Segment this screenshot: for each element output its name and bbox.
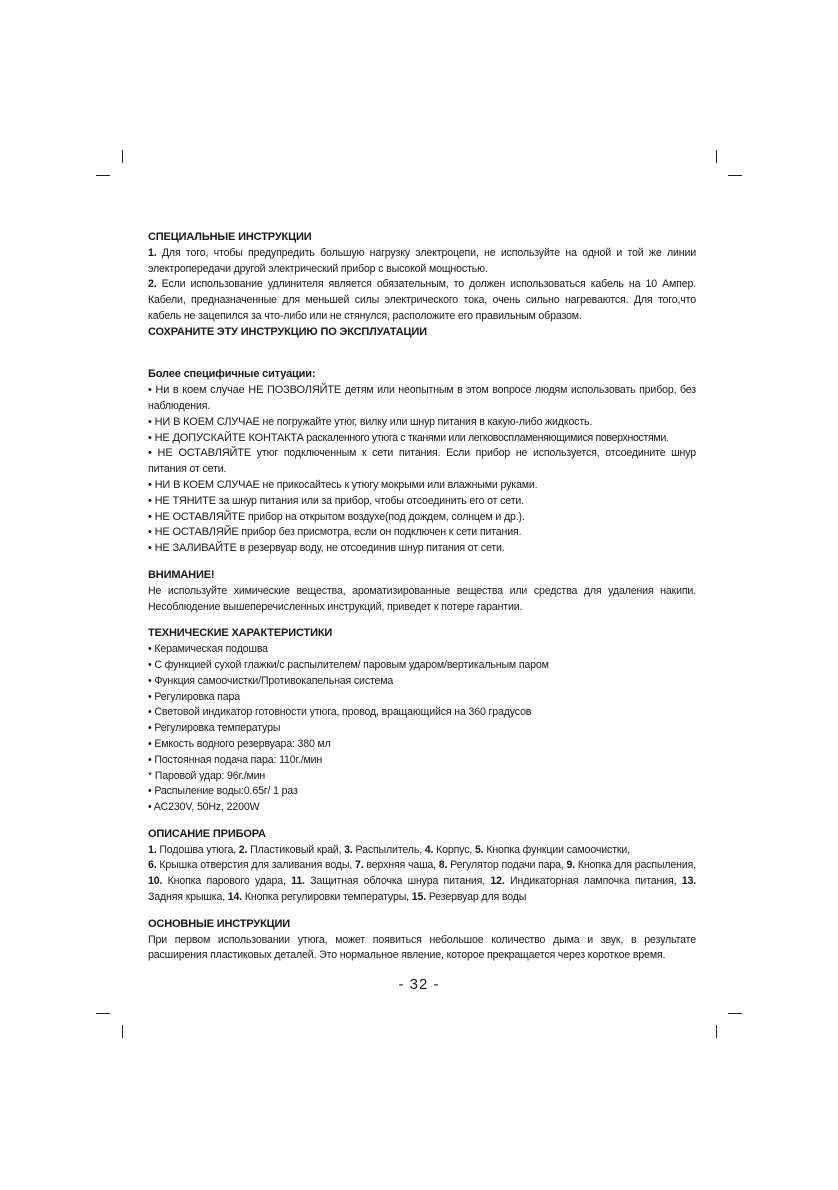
list-item: • Регулировка температуры [148, 722, 281, 735]
list-item: • Регулировка пара [148, 690, 240, 703]
part-name: Задняя крышка, [148, 891, 228, 904]
part-name: Кнопка функции самоочистки, [483, 843, 630, 856]
part-number: 2. [238, 843, 248, 856]
paragraph-number: 1. [148, 246, 157, 259]
warning-text: раскаленного утюга с тканями или легковоспламеняющимися поверхностями. [303, 431, 669, 444]
list-item: • С функцией сухой глажки/с распылителем/ паровым ударом/вертикальным паром [148, 658, 549, 671]
paragraph-text: Для того, чтобы предупредить большую нагрузку электроцепи, не используйте на одной и той же линии электропередачи другой электрический прибор с высокой мощностью. [148, 246, 696, 275]
part-name: Регулятор подачи пара, [447, 859, 567, 872]
device-description-heading: ОПИСАНИЕ ПРИБОРА [148, 827, 266, 840]
list-item [148, 383, 696, 415]
save-instructions-heading: СОХРАНИТЕ ЭТУ ИНСТРУКЦИЮ ПО ЭКСПЛУАТАЦИИ [148, 325, 427, 338]
attention-text: Не используйте химические вещества, ароматизированные вещества или средства для удаления накипи. Несоблюдение вышеперечисленных инструкций, приведет к потере гарантии. [148, 584, 696, 613]
list-item [148, 446, 696, 478]
paragraph-number: 2. [148, 278, 157, 291]
part-number: 15. [411, 891, 427, 904]
crop-mark-top-left-v [122, 150, 123, 163]
warning-caps: • НЕ ОСТАВЛЯЙТЕ [148, 447, 252, 460]
special-paragraph-2 [148, 277, 696, 324]
warning-caps: • НИ В КОЕМ СЛУЧАЕ [148, 478, 260, 491]
warning-text: не погружайте утюг, вилку или шнур питания в какую-либо жидкость. [259, 415, 593, 428]
part-name: Кнопка для распыления, [575, 859, 696, 872]
warning-text: детям или неопытным в этом вопросе людям использовать прибор, без наблюдения. [148, 384, 696, 412]
attention-heading: ВНИМАНИЕ! [148, 568, 215, 581]
warning-caps: • НЕ ОСТАВЛЯЙЕ [148, 526, 239, 539]
basic-instructions-text: При первом использовании утюга, может появиться небольшое количество дыма и звук, в результате расширения пластиковых деталей. Это нормальное явление, которое прекращается через короткое время. [148, 933, 696, 962]
part-number: 14. [227, 891, 243, 904]
list-item: • Керамическая подошва [148, 643, 268, 656]
list-item [148, 510, 696, 526]
crop-mark-top-right-v [716, 150, 717, 163]
list-item [148, 431, 696, 447]
warning-text: утюг подключенным к сети питания. Если прибор не используется, отсоедините шнур питания от сети. [148, 447, 696, 476]
crop-mark-top-right-h [728, 175, 742, 176]
list-item [148, 541, 696, 557]
list-item: • Распыление воды:0.65г/ 1 раз [148, 785, 298, 798]
warning-text: прибор без присмотра, если он подключен к сети питания. [238, 526, 522, 539]
part-name: Корпус, [433, 843, 475, 856]
paragraph-text: Если использование удлинителя является обязательным, то должен использоваться кабель на 10 Ампер. Кабели, предназначенные для меньшей силы электрического тока, очень сильно нагреваются. Для того,что кабель не зацепился за что-либо или не стянулся, расположите его правильным образом. [148, 278, 696, 322]
part-name: Распылитель, [352, 843, 425, 856]
part-number: 6. [148, 859, 157, 872]
list-item [148, 525, 696, 541]
list-item [148, 415, 696, 431]
part-name: Подошва утюга, [156, 843, 239, 856]
part-number: 8. [438, 859, 448, 872]
technical-specs-list [148, 642, 696, 816]
part-number: 7. [355, 859, 364, 872]
list-item: • Емкость водного резервуара: 380 мл [148, 737, 331, 750]
basic-instructions-heading: ОСНОВНЫЕ ИНСТРУКЦИИ [148, 917, 291, 930]
technical-specs-heading: ТЕХНИЧЕСКИЕ ХАРАКТЕРИСТИКИ [148, 627, 333, 640]
list-item: • Постоянная подача пара: 110г./мин [148, 753, 323, 766]
list-item: • Световой индикатор готовности утюга, провод, вращающийся на 360 градусов [148, 706, 532, 719]
part-number: 10. [148, 875, 163, 888]
warning-caps: • НЕ ОСТАВЛЯЙТЕ [148, 510, 246, 523]
part-name: Резервуар для воды [426, 891, 527, 904]
warning-text: за шнур питания или за прибор, чтобы отсоединить его от сети. [215, 494, 524, 507]
warning-caps: • НЕ ДОПУСКАЙТЕ КОНТАКТА [148, 431, 304, 444]
list-item: • AC230V, 50Hz, 2200W [148, 801, 260, 814]
crop-mark-top-left-h [96, 175, 110, 176]
specific-situations-heading: Более специфичные ситуации: [148, 368, 316, 381]
warning-text: в резервуар воду, не отсоединив шнур питания от сети. [236, 542, 505, 555]
warning-caps: • Ни в коем случае НЕ ПОЗВОЛЯЙТЕ [148, 384, 342, 397]
device-description-text [148, 843, 696, 906]
page-number: - 32 - [398, 976, 440, 993]
warning-caps: • НЕ ТЯНИТЕ [148, 494, 216, 507]
list-item [148, 494, 696, 510]
part-name: Кнопка регулировки температуры, [242, 891, 412, 904]
part-name: верхняя чаша, [363, 859, 439, 872]
part-name: Пластиковый край, [247, 843, 345, 856]
part-number: 11. [291, 875, 305, 888]
part-number: 12. [490, 875, 505, 888]
specific-situations-list [148, 383, 696, 557]
part-name: Крышка отверстия для заливания воды, [156, 859, 356, 872]
warning-text: не прикосайтесь к утюгу мокрыми или влажными руками. [259, 478, 538, 491]
list-item: * Паровой удар: 96г./мин [148, 769, 266, 782]
part-number: 1. [148, 843, 157, 856]
part-number: 9. [566, 859, 576, 872]
part-name: Защитная облочка шнура питания, [304, 875, 491, 888]
crop-mark-bottom-left-v [122, 1025, 123, 1038]
crop-mark-bottom-left-h [96, 1013, 110, 1014]
part-number: 3. [344, 843, 353, 856]
warning-text: прибор на открытом воздухе(под дождем, солнцем и др.). [245, 510, 525, 523]
part-number: 4. [424, 843, 434, 856]
part-name: Индикаторная лампочка питания, [504, 875, 682, 888]
part-number: 5. [474, 843, 484, 856]
part-name: Кнопка парового удара, [162, 875, 292, 888]
list-item [148, 478, 696, 494]
warning-caps: • НИ В КОЕМ СЛУЧАЕ [148, 415, 260, 428]
part-number: 13. [681, 875, 696, 888]
list-item: • Функция самоочистки/Противокапельная система [148, 674, 394, 687]
special-instructions-heading: СПЕЦИАЛЬНЫЕ ИНСТРУКЦИИ [148, 231, 312, 243]
crop-mark-bottom-right-v [716, 1025, 717, 1038]
special-paragraph-1 [148, 246, 696, 278]
crop-mark-bottom-right-h [728, 1013, 742, 1014]
page-content [148, 230, 696, 964]
warning-caps: • НЕ ЗАЛИВАЙТЕ [148, 542, 237, 555]
